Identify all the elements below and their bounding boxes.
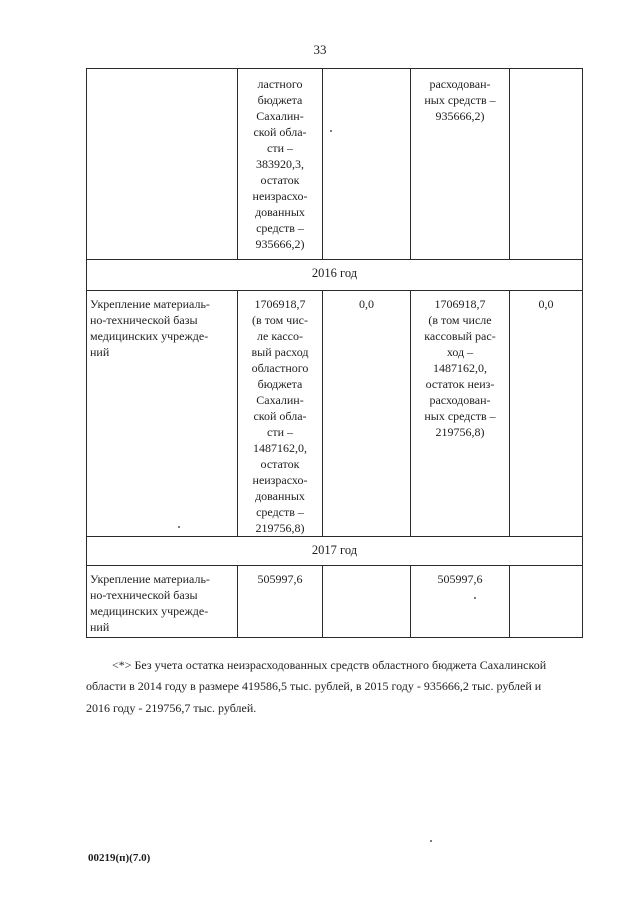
text-line: областного (251, 361, 309, 375)
text-line: Укрепление материаль- (90, 572, 210, 586)
text-line: 1487162,0, (253, 441, 307, 455)
text-line: 935666,2) (255, 237, 305, 251)
column-rule-2b (322, 290, 323, 536)
text-line: кассовый рас- (424, 329, 496, 343)
column-rule-4a (509, 68, 510, 259)
text-line: ний (90, 620, 110, 634)
column-rule-2a (322, 68, 323, 259)
text-line: медицинских учрежде- (90, 329, 209, 343)
row-rule-3 (86, 536, 583, 537)
row-rule-2 (86, 290, 583, 291)
document-code: 00219(п)(7.0) (88, 852, 151, 864)
scan-speck (330, 130, 332, 132)
scan-speck (178, 526, 180, 528)
text-line: ле кассо- (257, 329, 303, 343)
row-2016-col3 (323, 296, 410, 312)
text-line: 505997,6 (257, 572, 303, 586)
text-line: 383920,3, (256, 157, 304, 171)
text-line: ных средств – (424, 93, 496, 107)
text-line: 1706918,7 (434, 297, 486, 311)
text-line: 219756,8) (435, 425, 485, 439)
column-rule-2c (322, 565, 323, 638)
text-line: 505997,6 (437, 572, 483, 586)
table-border-top (86, 68, 583, 69)
text-line: 219756,8) (255, 521, 305, 535)
footnote-line-2: области в 2014 году в размере 419586,5 тыс. рублей, в 2015 году - 935666,2 тыс. рублей и (86, 679, 542, 693)
text-line: но-технической базы (90, 588, 198, 602)
text-line: ластного (257, 77, 303, 91)
text-line: ний (90, 345, 110, 359)
text-line: Сахалин- (256, 109, 304, 123)
cont-row-col2 (238, 76, 322, 252)
text-line: (в том чис- (252, 313, 308, 327)
footnote-line-1: <*> Без учета остатка неизрасходованных средств областного бюджета Сахалинской (112, 658, 547, 672)
text-line: остаток (260, 173, 300, 187)
text-line: Сахалин- (256, 393, 304, 407)
text-line: средств – (256, 505, 304, 519)
row-2017-col2 (238, 571, 322, 587)
year-row-2016: 2016 год (311, 266, 358, 280)
row-2016-name (90, 296, 236, 360)
text-line: бюджета (257, 93, 303, 107)
text-line: 1487162,0, (433, 361, 487, 375)
text-line: 1706918,7 (254, 297, 306, 311)
text-line: расходован- (429, 393, 491, 407)
text-line: сти – (267, 425, 293, 439)
text-line: расходован- (429, 77, 491, 91)
page-number: 33 (313, 42, 327, 57)
text-line: неизрасхо- (252, 189, 308, 203)
row-2017-col4 (411, 571, 509, 587)
text-line: ход – (446, 345, 474, 359)
text-line: ской обла- (253, 409, 307, 423)
text-line: 935666,2) (435, 109, 485, 123)
text-line: (в том числе (428, 313, 492, 327)
text-line: дованных (255, 489, 305, 503)
text-line: ской обла- (253, 125, 307, 139)
text-line: остаток (260, 457, 300, 471)
column-rule-4c (509, 565, 510, 638)
scan-speck (474, 597, 476, 599)
row-2016-col2 (238, 296, 322, 536)
text-line: средств – (256, 221, 304, 235)
scan-speck (430, 840, 432, 842)
row-2016-col4 (411, 296, 509, 440)
text-line: 0,0 (538, 297, 554, 311)
text-line: остаток неиз- (425, 377, 495, 391)
text-line: вый расход (251, 345, 309, 359)
text-line: медицинских учрежде- (90, 604, 209, 618)
text-line: ных средств – (424, 409, 496, 423)
text-line: бюджета (257, 377, 303, 391)
row-rule-1 (86, 259, 583, 260)
column-rule-4b (509, 290, 510, 536)
table-border-bottom (86, 637, 583, 638)
text-line: дованных (255, 205, 305, 219)
text-line: сти – (267, 141, 293, 155)
row-2017-name (90, 571, 236, 635)
footnote-line-3: 2016 году - 219756,7 тыс. рублей. (86, 701, 257, 715)
cont-row-col4 (411, 76, 509, 124)
row-2016-col5 (510, 296, 582, 312)
row-rule-4 (86, 565, 583, 566)
text-line: 0,0 (359, 297, 374, 311)
text-line: Укрепление материаль- (90, 297, 210, 311)
year-row-2017: 2017 год (311, 543, 358, 557)
text-line: неизрасхо- (252, 473, 308, 487)
text-line: но-технической базы (90, 313, 198, 327)
